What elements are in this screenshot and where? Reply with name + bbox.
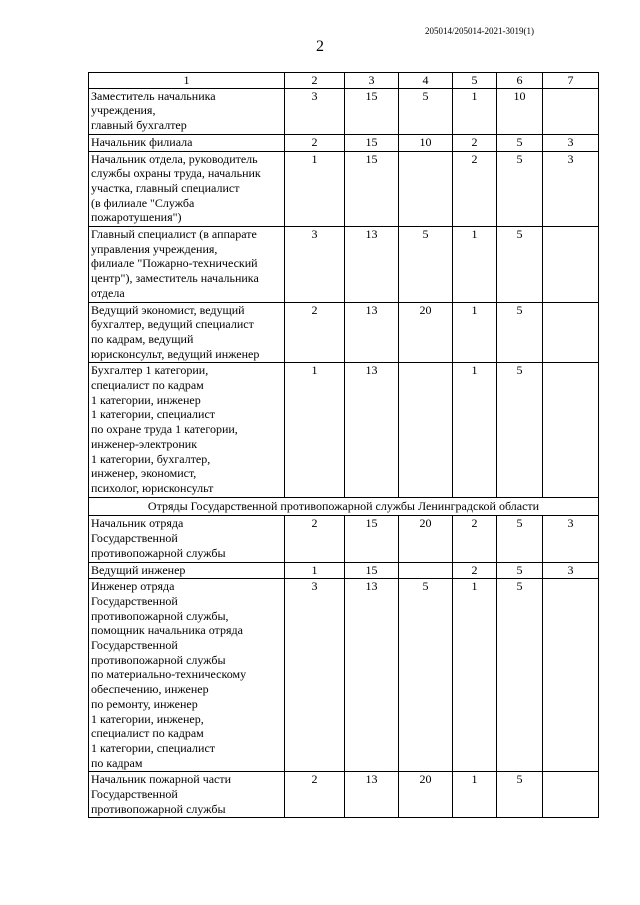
value-cell: 5 <box>497 134 543 151</box>
position-name-cell: Начальник филиала <box>89 134 285 151</box>
table-row <box>89 88 599 134</box>
value-cell: 13 <box>345 772 399 818</box>
value-cell: 1 <box>285 363 345 497</box>
table-row <box>89 562 599 579</box>
value-cell: 5 <box>497 516 543 562</box>
value-cell: 5 <box>497 227 543 303</box>
table-row <box>89 579 599 772</box>
position-name-cell: Ведущий экономист, ведущий бухгалтер, ведущий специалист по кадрам, ведущий юрисконсульт, ведущий инженер <box>89 302 285 363</box>
value-cell <box>399 363 453 497</box>
value-cell: 15 <box>345 88 399 134</box>
value-cell <box>543 363 599 497</box>
value-cell: 5 <box>497 302 543 363</box>
value-cell: 10 <box>497 88 543 134</box>
value-cell: 1 <box>453 363 497 497</box>
value-cell: 5 <box>497 363 543 497</box>
value-cell <box>543 227 599 303</box>
value-cell: 1 <box>453 772 497 818</box>
column-header: 2 <box>285 73 345 89</box>
value-cell: 20 <box>399 516 453 562</box>
value-cell: 2 <box>453 516 497 562</box>
position-name-cell: Главный специалист (в аппарате управления учреждения, филиале "Пожарно-технический центр"), заместитель начальника отдела <box>89 227 285 303</box>
position-name-cell: Бухгалтер 1 категории, специалист по кадрам 1 категории, инженер 1 категории, специалист по охране труда 1 категории, инженер-электроник 1 категории, бухгалтер, инженер, экономист, психолог, юрисконсульт <box>89 363 285 497</box>
value-cell: 2 <box>453 134 497 151</box>
value-cell: 3 <box>543 151 599 227</box>
value-cell: 5 <box>399 227 453 303</box>
column-header: 7 <box>543 73 599 89</box>
value-cell: 1 <box>453 88 497 134</box>
value-cell: 1 <box>285 562 345 579</box>
indicator-table <box>88 72 599 818</box>
value-cell: 1 <box>453 227 497 303</box>
value-cell: 13 <box>345 579 399 772</box>
value-cell: 5 <box>399 579 453 772</box>
table-header-row <box>89 73 599 89</box>
value-cell: 5 <box>399 88 453 134</box>
value-cell: 3 <box>543 562 599 579</box>
table-row <box>89 772 599 818</box>
value-cell: 1 <box>453 302 497 363</box>
value-cell <box>399 562 453 579</box>
table-row <box>89 516 599 562</box>
column-header: 4 <box>399 73 453 89</box>
value-cell: 2 <box>285 302 345 363</box>
value-cell: 3 <box>285 227 345 303</box>
value-cell: 5 <box>497 579 543 772</box>
table-row <box>89 134 599 151</box>
value-cell: 2 <box>285 772 345 818</box>
page-number: 2 <box>316 38 324 55</box>
column-header: 5 <box>453 73 497 89</box>
value-cell: 10 <box>399 134 453 151</box>
document-id: 205014/205014-2021-3019(1) <box>425 26 534 36</box>
value-cell: 1 <box>453 579 497 772</box>
position-name-cell: Инженер отряда Государственной противопожарной службы, помощник начальника отряда Государственной противопожарной службы по материально-техническому обеспечению, инженер по ремонту, инженер 1 категории, инженер, специалист по кадрам 1 категории, специалист по кадрам <box>89 579 285 772</box>
table-row <box>89 302 599 363</box>
value-cell: 13 <box>345 363 399 497</box>
value-cell: 20 <box>399 772 453 818</box>
value-cell: 13 <box>345 302 399 363</box>
value-cell: 5 <box>497 772 543 818</box>
value-cell <box>543 772 599 818</box>
value-cell: 13 <box>345 227 399 303</box>
column-header: 1 <box>89 73 285 89</box>
column-header: 6 <box>497 73 543 89</box>
value-cell: 15 <box>345 134 399 151</box>
table-row <box>89 363 599 497</box>
value-cell <box>543 579 599 772</box>
value-cell: 5 <box>497 151 543 227</box>
value-cell <box>543 88 599 134</box>
value-cell <box>543 302 599 363</box>
value-cell: 15 <box>345 151 399 227</box>
value-cell: 3 <box>543 516 599 562</box>
position-name-cell: Начальник пожарной части Государственной противопожарной службы <box>89 772 285 818</box>
value-cell: 15 <box>345 562 399 579</box>
section-row <box>89 497 599 516</box>
table-row <box>89 227 599 303</box>
position-name-cell: Начальник отдела, руководитель службы охраны труда, начальник участка, главный специалист (в филиале "Служба пожаротушения") <box>89 151 285 227</box>
position-name-cell: Начальник отряда Государственной противопожарной службы <box>89 516 285 562</box>
value-cell: 15 <box>345 516 399 562</box>
value-cell: 2 <box>453 562 497 579</box>
value-cell: 3 <box>285 88 345 134</box>
value-cell: 3 <box>543 134 599 151</box>
position-name-cell: Ведущий инженер <box>89 562 285 579</box>
section-title: Отряды Государственной противопожарной службы Ленинградской области <box>89 497 599 516</box>
value-cell: 3 <box>285 579 345 772</box>
value-cell: 20 <box>399 302 453 363</box>
column-header: 3 <box>345 73 399 89</box>
position-name-cell: Заместитель начальника учреждения, главный бухгалтер <box>89 88 285 134</box>
value-cell: 2 <box>285 516 345 562</box>
value-cell: 5 <box>497 562 543 579</box>
value-cell <box>399 151 453 227</box>
value-cell: 2 <box>285 134 345 151</box>
table-row <box>89 151 599 227</box>
value-cell: 2 <box>453 151 497 227</box>
value-cell: 1 <box>285 151 345 227</box>
